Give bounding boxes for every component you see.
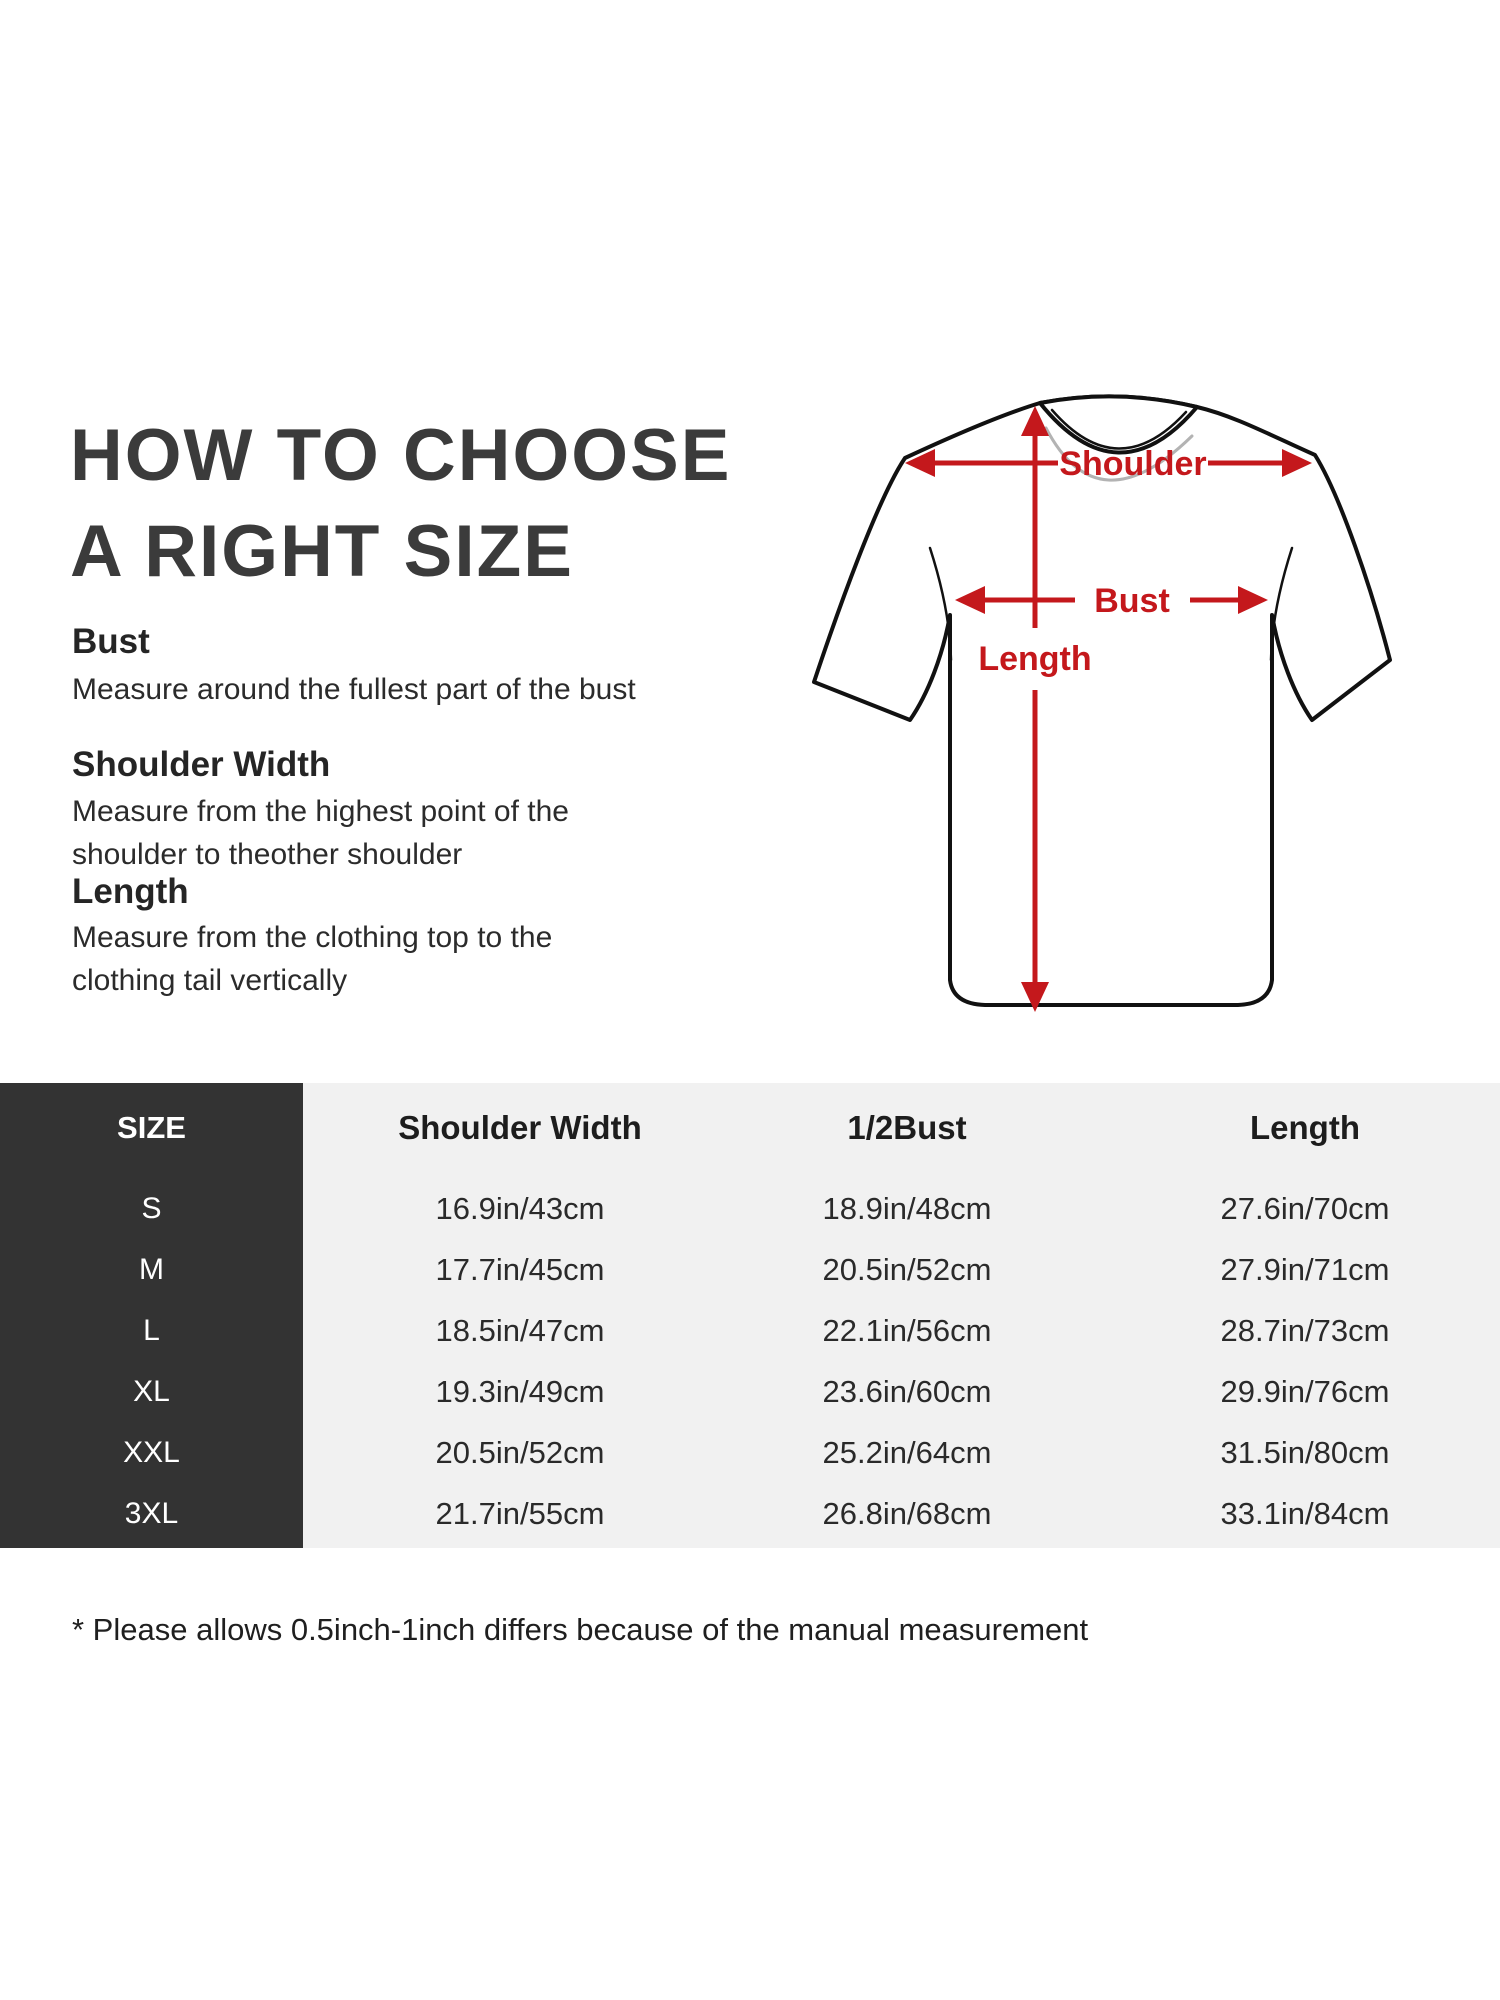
shoulder-width-text-line1: Measure from the highest point of the <box>72 795 569 828</box>
table-row-xl-size: XL <box>133 1375 170 1408</box>
length-arrow-label: Length <box>978 640 1092 678</box>
shoulder-width-section-text <box>72 790 569 876</box>
table-row-3xl-shoulder: 21.7in/55cm <box>435 1496 605 1531</box>
table-row-l-size: L <box>143 1314 160 1347</box>
table-row-xxl-bust: 25.2in/64cm <box>822 1435 992 1470</box>
table-row-xxl-length: 31.5in/80cm <box>1220 1435 1390 1470</box>
page-title-line2: A RIGHT SIZE <box>70 511 574 592</box>
length-section-title: Length <box>72 872 189 911</box>
length-text-line1: Measure from the clothing top to the <box>72 921 553 954</box>
size-table-header-size: SIZE <box>117 1110 186 1145</box>
size-table-header-half-bust: 1/2Bust <box>847 1109 967 1146</box>
size-table <box>0 1083 1500 1548</box>
table-row-xxl-size: XXL <box>123 1436 180 1469</box>
size-table-header-shoulder-width: Shoulder Width <box>398 1109 642 1146</box>
table-row-xl-length: 29.9in/76cm <box>1220 1374 1390 1409</box>
table-row-s-shoulder: 16.9in/43cm <box>435 1191 605 1226</box>
table-row-3xl-length: 33.1in/84cm <box>1220 1496 1390 1531</box>
table-row-l-bust: 22.1in/56cm <box>822 1313 992 1348</box>
length-section-text <box>72 916 552 1002</box>
table-row-xxl-shoulder: 20.5in/52cm <box>435 1435 605 1470</box>
shoulder-width-text-line2: shoulder to theother shoulder <box>72 838 463 871</box>
bust-section-text: Measure around the fullest part of the bust <box>72 673 636 706</box>
table-row-s-length: 27.6in/70cm <box>1220 1191 1390 1226</box>
table-row-m-length: 27.9in/71cm <box>1220 1252 1390 1287</box>
tshirt-measure-diagram <box>780 290 1430 1050</box>
table-row-3xl-size: 3XL <box>124 1497 179 1530</box>
table-row-s-bust: 18.9in/48cm <box>822 1191 992 1226</box>
size-table-header-length: Length <box>1250 1109 1360 1146</box>
length-text-line2: clothing tail vertically <box>72 964 348 997</box>
table-row-3xl-bust: 26.8in/68cm <box>822 1496 992 1531</box>
table-row-m-bust: 20.5in/52cm <box>822 1252 992 1287</box>
table-row-m-shoulder: 17.7in/45cm <box>435 1252 605 1287</box>
table-row-xl-shoulder: 19.3in/49cm <box>435 1374 605 1409</box>
shoulder-arrow-label: Shoulder <box>1059 445 1207 483</box>
shoulder-width-section-title: Shoulder Width <box>72 745 331 784</box>
bust-section-title: Bust <box>72 622 150 661</box>
table-row-s-size: S <box>141 1192 162 1225</box>
bust-arrow-label: Bust <box>1094 582 1170 620</box>
tshirt-outline <box>814 396 1390 1005</box>
table-row-l-length: 28.7in/73cm <box>1220 1313 1390 1348</box>
table-row-l-shoulder: 18.5in/47cm <box>435 1313 605 1348</box>
page-title-line1: HOW TO CHOOSE <box>70 415 732 496</box>
measurement-disclaimer: * Please allows 0.5inch-1inch differs because of the manual measurement <box>72 1612 1089 1647</box>
table-row-m-size: M <box>139 1253 164 1286</box>
table-row-xl-bust: 23.6in/60cm <box>822 1374 992 1409</box>
page-title <box>70 408 731 600</box>
